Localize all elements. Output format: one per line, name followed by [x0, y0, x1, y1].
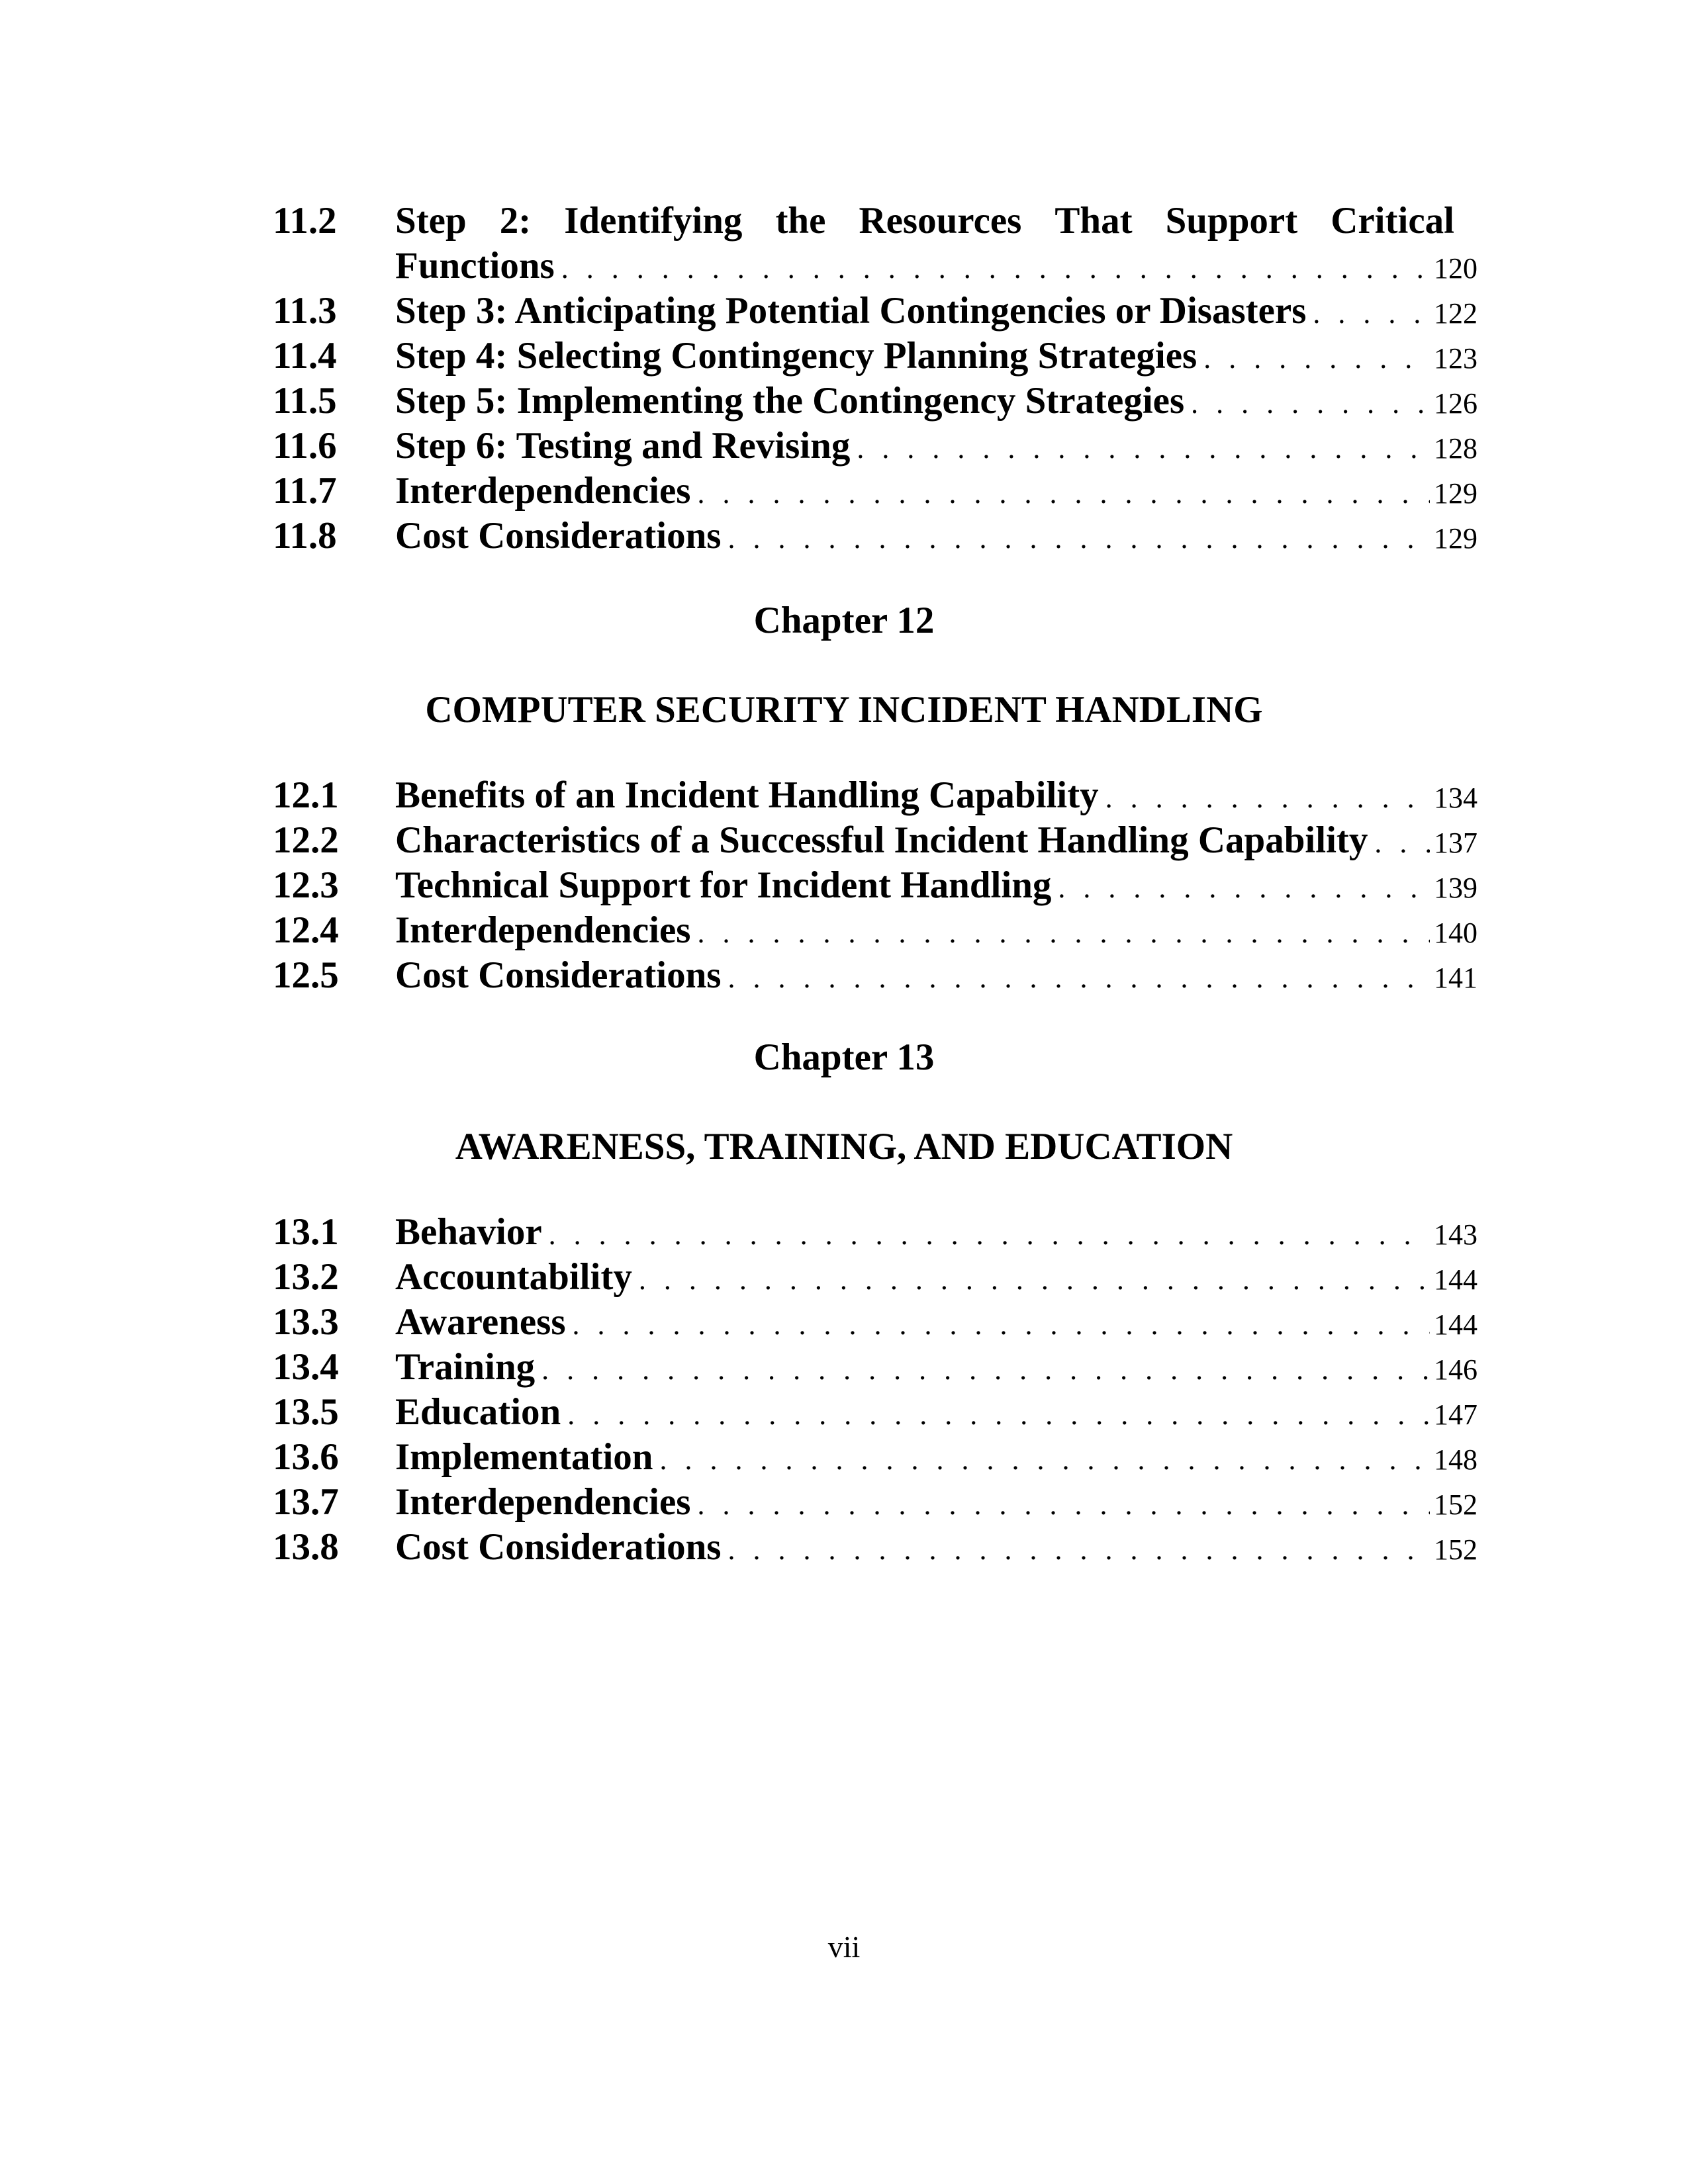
toc-title-word: Critical	[1331, 200, 1454, 242]
toc-dot-leader	[632, 1257, 1430, 1302]
toc-dot-leader	[653, 1437, 1430, 1482]
toc-entry-page: 152	[1434, 1488, 1477, 1521]
toc-entry-number: 11.8	[273, 515, 337, 557]
toc-entry[interactable]	[273, 334, 1477, 379]
toc-section-13	[273, 1210, 1477, 1570]
toc-entry-title: Behavior	[395, 1211, 542, 1253]
toc-entry-page: 146	[1434, 1353, 1477, 1386]
toc-entry-page: 120	[1434, 252, 1477, 285]
toc-entry[interactable]	[273, 199, 1477, 244]
toc-list-12	[273, 773, 1477, 998]
toc-entry-title: Step 5: Implementing the Contingency Strategies	[395, 380, 1185, 422]
toc-entry-title: Step 6: Testing and Revising	[395, 425, 851, 467]
toc-entry-number: 12.4	[273, 909, 339, 951]
toc-entry[interactable]	[273, 863, 1477, 908]
toc-dot-leader	[542, 1212, 1430, 1257]
toc-entry-title: Implementation	[395, 1436, 653, 1478]
toc-entry-number: 11.6	[273, 425, 337, 467]
toc-entry-page: 140	[1434, 917, 1477, 949]
toc-dot-leader	[1099, 776, 1430, 821]
toc-entry-page: 147	[1434, 1398, 1477, 1431]
toc-entry-number: 12.5	[273, 954, 339, 996]
toc-dot-leader	[721, 516, 1430, 561]
toc-entry-title: Step 3: Anticipating Potential Contingencies or Disasters	[395, 290, 1307, 332]
toc-title-word: That	[1055, 200, 1133, 242]
toc-entry-page: 128	[1434, 432, 1477, 465]
toc-entry-title: Interdependencies	[395, 1481, 691, 1523]
toc-entry-number: 13.4	[273, 1346, 339, 1388]
toc-entry-page: 129	[1434, 522, 1477, 555]
toc-title-word: Step	[395, 200, 467, 242]
toc-entry[interactable]	[273, 1435, 1477, 1480]
toc-dot-leader	[561, 1392, 1430, 1437]
toc-entry[interactable]	[273, 1300, 1477, 1345]
toc-entry-number: 13.6	[273, 1436, 339, 1478]
toc-entry[interactable]	[273, 1255, 1477, 1300]
toc-entry-title-line1	[395, 199, 1454, 244]
toc-dot-leader	[721, 1527, 1430, 1572]
toc-entry[interactable]	[273, 1345, 1477, 1390]
toc-entry-number: 13.8	[273, 1526, 339, 1568]
toc-entry-number: 13.5	[273, 1391, 339, 1433]
toc-entry-page: 139	[1434, 872, 1477, 904]
chapter-12-label: Chapter 12	[753, 600, 935, 641]
toc-title-word: Support	[1165, 200, 1298, 242]
toc-dot-leader	[1306, 291, 1430, 336]
toc-entry-number: 13.1	[273, 1211, 339, 1253]
toc-dot-leader	[721, 956, 1430, 1001]
toc-dot-leader	[690, 911, 1430, 956]
toc-entry-title-line2: Functions	[395, 245, 555, 287]
toc-entry-title: Cost Considerations	[395, 515, 722, 557]
toc-entry[interactable]	[273, 1525, 1477, 1570]
toc-entry[interactable]	[273, 1390, 1477, 1435]
chapter-13-label: Chapter 13	[753, 1036, 935, 1078]
toc-entry-title: Cost Considerations	[395, 954, 722, 996]
page-number-footer: vii	[827, 1930, 861, 1964]
toc-entry[interactable]	[273, 773, 1477, 818]
toc-entry[interactable]	[273, 469, 1477, 514]
toc-entry-number: 11.5	[273, 380, 337, 422]
toc-dot-leader	[555, 246, 1430, 291]
toc-entry-number: 12.2	[273, 819, 339, 861]
toc-entry-number: 11.2	[273, 200, 337, 242]
toc-entry-continuation[interactable]	[273, 244, 1477, 289]
toc-entry-number: 13.2	[273, 1256, 339, 1298]
toc-entry[interactable]	[273, 908, 1477, 953]
toc-entry-page: 122	[1434, 297, 1477, 330]
toc-entry-title: Cost Considerations	[395, 1526, 722, 1568]
toc-entry[interactable]	[273, 289, 1477, 334]
toc-entry-number: 12.3	[273, 864, 339, 906]
toc-entry-page: 148	[1434, 1443, 1477, 1476]
toc-entry-page: 144	[1434, 1308, 1477, 1341]
toc-entry-number: 11.7	[273, 470, 337, 512]
toc-entry-page: 129	[1434, 477, 1477, 510]
toc-entry-page: 137	[1434, 827, 1477, 859]
toc-entry[interactable]	[273, 818, 1477, 863]
toc-dot-leader	[690, 1482, 1430, 1527]
toc-entry-title: Characteristics of a Successful Incident Handling Capability	[395, 819, 1368, 861]
toc-dot-leader	[850, 426, 1430, 471]
toc-entry[interactable]	[273, 514, 1477, 559]
toc-entry-title: Technical Support for Incident Handling	[395, 864, 1052, 906]
toc-dot-leader	[690, 471, 1430, 516]
toc-title-word: Resources	[859, 200, 1022, 242]
toc-entry-title: Interdependencies	[395, 470, 691, 512]
toc-section-11-continued	[273, 199, 1477, 559]
toc-entry[interactable]	[273, 424, 1477, 469]
toc-entry-number: 11.3	[273, 290, 337, 332]
toc-entry-title: Education	[395, 1391, 561, 1433]
toc-entry[interactable]	[273, 953, 1477, 998]
chapter-12-title: COMPUTER SECURITY INCIDENT HANDLING	[425, 689, 1263, 731]
toc-list-11	[273, 289, 1477, 559]
toc-entry-title: Benefits of an Incident Handling Capability	[395, 774, 1099, 816]
toc-section-12	[273, 773, 1477, 998]
toc-dot-leader	[535, 1347, 1430, 1392]
toc-entry-page: 143	[1434, 1218, 1477, 1251]
toc-entry-page: 126	[1434, 387, 1477, 420]
toc-title-word: Identifying	[564, 200, 743, 242]
toc-entry-number: 13.3	[273, 1301, 339, 1343]
toc-entry-page: 144	[1434, 1263, 1477, 1296]
toc-entry-title: Interdependencies	[395, 909, 691, 951]
toc-entry-title: Training	[395, 1346, 536, 1388]
toc-entry-page: 152	[1434, 1533, 1477, 1566]
toc-entry-page: 141	[1434, 962, 1477, 994]
toc-dot-leader	[1197, 336, 1430, 381]
toc-entry-page: 134	[1434, 782, 1477, 814]
toc-entry[interactable]	[273, 1480, 1477, 1525]
toc-list-13	[273, 1210, 1477, 1570]
toc-entry-number: 11.4	[273, 335, 337, 377]
toc-entry-title: Awareness	[395, 1301, 566, 1343]
toc-title-word: the	[775, 200, 826, 242]
toc-entry-title: Accountability	[395, 1256, 632, 1298]
toc-entry-number: 12.1	[273, 774, 339, 816]
chapter-13-title: AWARENESS, TRAINING, AND EDUCATION	[455, 1126, 1233, 1167]
toc-entry[interactable]	[273, 379, 1477, 424]
toc-entry[interactable]	[273, 1210, 1477, 1255]
toc-dot-leader	[1368, 821, 1430, 866]
toc-entry-page: 123	[1434, 342, 1477, 375]
toc-entry-title: Step 4: Selecting Contingency Planning Strategies	[395, 335, 1197, 377]
toc-entry-number: 13.7	[273, 1481, 339, 1523]
toc-dot-leader	[1184, 381, 1430, 426]
toc-title-word: 2:	[499, 200, 532, 242]
toc-dot-leader	[1051, 866, 1430, 911]
toc-dot-leader	[566, 1302, 1430, 1347]
